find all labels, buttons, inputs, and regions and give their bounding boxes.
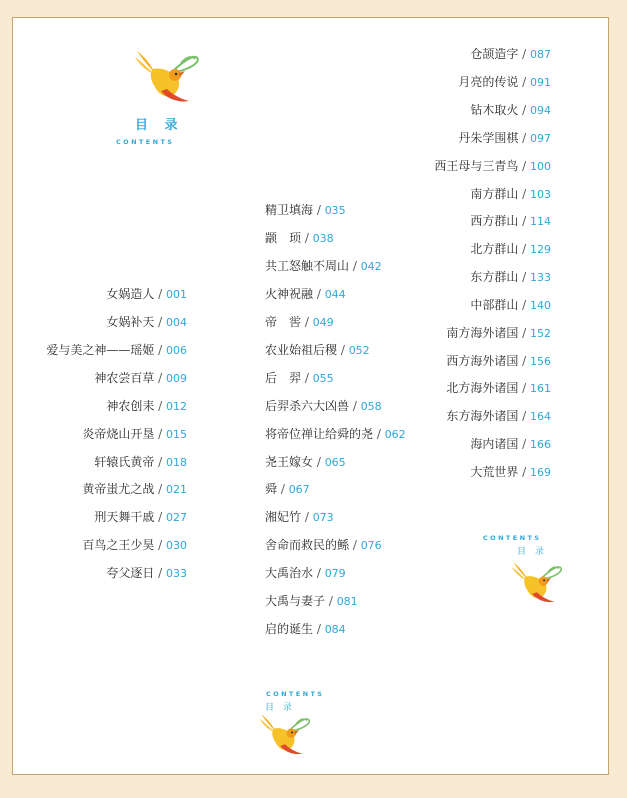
toc-entry-title: 精卫填海 bbox=[265, 203, 314, 217]
toc-heading-title: 目 录 bbox=[135, 118, 184, 133]
toc-entry-page: 152 bbox=[530, 327, 551, 340]
toc-entry-page: 027 bbox=[166, 511, 187, 524]
toc-entry[interactable]: 西王母与三青鸟 / 100 bbox=[434, 159, 551, 173]
toc-entry-title: 丹朱学围棋 bbox=[458, 131, 519, 145]
toc-entry-page: 058 bbox=[360, 400, 382, 413]
toc-title-bottom: 目 录 bbox=[265, 703, 295, 713]
toc-entry[interactable]: 百鸟之王少昊 / 030 bbox=[82, 538, 187, 552]
toc-entry[interactable]: 东方海外诸国 / 164 bbox=[446, 409, 551, 423]
toc-entry-title: 炎帝烧山开垦 bbox=[82, 427, 155, 441]
toc-entry[interactable]: 轩辕氏黄帝 / 018 bbox=[94, 455, 187, 469]
toc-entry-page: 018 bbox=[166, 456, 187, 469]
toc-entry-page: 038 bbox=[312, 232, 334, 245]
toc-entry-page: 164 bbox=[530, 410, 551, 423]
toc-entry[interactable]: 颛 顼 / 038 bbox=[265, 231, 334, 245]
toc-entry-title: 海内诸国 bbox=[470, 437, 519, 451]
toc-entry-title: 舍命而救民的鲧 bbox=[265, 538, 350, 552]
toc-entry-title: 神农创耒 bbox=[106, 399, 155, 413]
toc-entry[interactable]: 帝 喾 / 049 bbox=[265, 315, 334, 329]
toc-entry[interactable]: 西方群山 / 114 bbox=[470, 214, 551, 228]
toc-entry-title: 西方海外诸国 bbox=[446, 354, 519, 368]
yellow-bird-icon bbox=[508, 556, 566, 608]
toc-entry-page: 044 bbox=[324, 288, 346, 301]
toc-entry-page: 012 bbox=[166, 400, 187, 413]
toc-entry[interactable]: 将帝位禅让给舜的尧 / 062 bbox=[265, 427, 406, 441]
toc-entry-title: 颛 顼 bbox=[265, 231, 302, 245]
toc-entry-page: 006 bbox=[166, 344, 187, 357]
toc-entry-title: 钻木取火 bbox=[470, 103, 519, 117]
toc-entry[interactable]: 黄帝蚩尤之战 / 021 bbox=[82, 482, 187, 496]
toc-entry-title: 仓颉造字 bbox=[470, 47, 519, 61]
toc-entry-page: 156 bbox=[530, 355, 551, 368]
toc-entry[interactable]: 湘妃竹 / 073 bbox=[265, 510, 334, 524]
toc-entry-page: 055 bbox=[312, 372, 334, 385]
toc-entry-title: 女娲补天 bbox=[106, 315, 155, 329]
toc-entry-page: 004 bbox=[166, 316, 187, 329]
toc-entry[interactable]: 女娲造人 / 001 bbox=[106, 287, 187, 301]
toc-entry-page: 067 bbox=[288, 483, 310, 496]
toc-entry[interactable]: 大禹治水 / 079 bbox=[265, 566, 346, 580]
toc-entry-page: 062 bbox=[384, 428, 406, 441]
toc-entry-title: 夸父逐日 bbox=[106, 566, 155, 580]
toc-entry-title: 启的诞生 bbox=[265, 622, 314, 636]
toc-entry-title: 火神祝融 bbox=[265, 287, 314, 301]
toc-entry[interactable]: 农业始祖后稷 / 052 bbox=[265, 343, 370, 357]
toc-entry-title: 轩辕氏黄帝 bbox=[94, 455, 155, 469]
toc-entry-title: 将帝位禅让给舜的尧 bbox=[265, 427, 374, 441]
toc-entry[interactable]: 共工怒触不周山 / 042 bbox=[265, 259, 382, 273]
yellow-bird-icon bbox=[256, 708, 314, 760]
toc-entry[interactable]: 夸父逐日 / 033 bbox=[106, 566, 187, 580]
toc-entry-title: 黄帝蚩尤之战 bbox=[82, 482, 155, 496]
toc-entry-title: 中部群山 bbox=[470, 298, 519, 312]
toc-entry-page: 015 bbox=[166, 428, 187, 441]
toc-entry-page: 084 bbox=[324, 623, 346, 636]
toc-entry-page: 021 bbox=[166, 483, 187, 496]
toc-entry-page: 169 bbox=[530, 466, 551, 479]
toc-entry-page: 035 bbox=[324, 204, 346, 217]
toc-entry-page: 030 bbox=[166, 539, 187, 552]
toc-entry-page: 097 bbox=[530, 132, 551, 145]
toc-entry[interactable]: 后羿杀六大凶兽 / 058 bbox=[265, 399, 382, 413]
toc-entry[interactable]: 月亮的传说 / 091 bbox=[458, 75, 551, 89]
toc-entry-page: 133 bbox=[530, 271, 551, 284]
toc-entry-page: 033 bbox=[166, 567, 187, 580]
yellow-bird-icon bbox=[131, 43, 203, 109]
toc-entry-title: 农业始祖后稷 bbox=[265, 343, 338, 357]
toc-entry-page: 076 bbox=[360, 539, 382, 552]
toc-entry-page: 087 bbox=[530, 48, 551, 61]
toc-entry[interactable]: 钻木取火 / 094 bbox=[470, 103, 551, 117]
toc-entry-title: 共工怒触不周山 bbox=[265, 259, 350, 273]
toc-entry-page: 129 bbox=[530, 243, 551, 256]
toc-entry[interactable]: 中部群山 / 140 bbox=[470, 298, 551, 312]
toc-entry-page: 009 bbox=[166, 372, 187, 385]
toc-entry-title: 女娲造人 bbox=[106, 287, 155, 301]
toc-entry-page: 042 bbox=[360, 260, 382, 273]
toc-entry[interactable]: 后 羿 / 055 bbox=[265, 371, 334, 385]
toc-entry[interactable]: 南方群山 / 103 bbox=[470, 187, 551, 201]
toc-entry-title: 大荒世界 bbox=[470, 465, 519, 479]
toc-entry-page: 079 bbox=[324, 567, 346, 580]
toc-entry-title: 北方群山 bbox=[470, 242, 519, 256]
toc-entry[interactable]: 丹朱学围棋 / 097 bbox=[458, 131, 551, 145]
toc-entry[interactable]: 炎帝烧山开垦 / 015 bbox=[82, 427, 187, 441]
toc-entry-title: 南方群山 bbox=[470, 187, 519, 201]
toc-entry[interactable]: 神农创耒 / 012 bbox=[106, 399, 187, 413]
toc-entry-title: 尧王嫁女 bbox=[265, 455, 314, 469]
toc-entry-title: 后 羿 bbox=[265, 371, 302, 385]
toc-entry[interactable]: 北方海外诸国 / 161 bbox=[446, 381, 551, 395]
toc-entry-title: 大禹治水 bbox=[265, 566, 314, 580]
toc-entry-title: 大禹与妻子 bbox=[265, 594, 326, 608]
toc-entry[interactable]: 爱与美之神——瑶姬 / 006 bbox=[46, 343, 187, 357]
toc-title-right: 目 录 bbox=[517, 547, 547, 557]
toc-entry-page: 049 bbox=[312, 316, 334, 329]
toc-entry[interactable]: 大荒世界 / 169 bbox=[470, 465, 551, 479]
toc-entry-page: 114 bbox=[530, 215, 551, 228]
toc-entry-page: 073 bbox=[312, 511, 334, 524]
toc-page bbox=[12, 17, 609, 775]
toc-entry-page: 001 bbox=[166, 288, 187, 301]
toc-entry-page: 161 bbox=[530, 382, 551, 395]
contents-label-bottom: CONTENTS bbox=[266, 690, 325, 698]
toc-entry-page: 081 bbox=[336, 595, 358, 608]
toc-entry-title: 帝 喾 bbox=[265, 315, 302, 329]
toc-entry-title: 西王母与三青鸟 bbox=[434, 159, 519, 173]
toc-entry[interactable]: 大禹与妻子 / 081 bbox=[265, 594, 358, 608]
contents-label-right: CONTENTS bbox=[483, 534, 542, 542]
toc-entry[interactable]: 精卫填海 / 035 bbox=[265, 203, 346, 217]
toc-entry-page: 140 bbox=[530, 299, 551, 312]
toc-entry-page: 052 bbox=[348, 344, 370, 357]
toc-entry-title: 舜 bbox=[265, 482, 278, 496]
toc-entry[interactable]: 东方群山 / 133 bbox=[470, 270, 551, 284]
toc-entry-title: 月亮的传说 bbox=[458, 75, 519, 89]
toc-entry[interactable]: 仓颉造字 / 087 bbox=[470, 47, 551, 61]
toc-entry-title: 后羿杀六大凶兽 bbox=[265, 399, 350, 413]
toc-entry-title: 西方群山 bbox=[470, 214, 519, 228]
toc-entry[interactable]: 启的诞生 / 084 bbox=[265, 622, 346, 636]
toc-entry[interactable]: 刑天舞干戚 / 027 bbox=[94, 510, 187, 524]
toc-entry[interactable]: 北方群山 / 129 bbox=[470, 242, 551, 256]
toc-entry[interactable]: 火神祝融 / 044 bbox=[265, 287, 346, 301]
toc-entry[interactable]: 尧王嫁女 / 065 bbox=[265, 455, 346, 469]
toc-entry-title: 南方海外诸国 bbox=[446, 326, 519, 340]
toc-entry-title: 东方海外诸国 bbox=[446, 409, 519, 423]
toc-entry-title: 东方群山 bbox=[470, 270, 519, 284]
toc-entry[interactable]: 舍命而救民的鲧 / 076 bbox=[265, 538, 382, 552]
toc-heading-subtitle: CONTENTS bbox=[116, 138, 175, 146]
toc-entry-title: 湘妃竹 bbox=[265, 510, 302, 524]
toc-entry[interactable]: 西方海外诸国 / 156 bbox=[446, 354, 551, 368]
toc-entry-title: 神农尝百草 bbox=[94, 371, 155, 385]
toc-entry-page: 100 bbox=[530, 160, 551, 173]
toc-entry[interactable]: 神农尝百草 / 009 bbox=[94, 371, 187, 385]
toc-entry-page: 091 bbox=[530, 76, 551, 89]
toc-entry-title: 刑天舞干戚 bbox=[94, 510, 155, 524]
toc-entry-page: 065 bbox=[324, 456, 346, 469]
toc-entry[interactable]: 南方海外诸国 / 152 bbox=[446, 326, 551, 340]
toc-entry[interactable]: 海内诸国 / 166 bbox=[470, 437, 551, 451]
toc-entry-title: 北方海外诸国 bbox=[446, 381, 519, 395]
toc-entry[interactable]: 舜 / 067 bbox=[265, 482, 310, 496]
toc-entry-page: 094 bbox=[530, 104, 551, 117]
toc-entry-page: 166 bbox=[530, 438, 551, 451]
toc-entry[interactable]: 女娲补天 / 004 bbox=[106, 315, 187, 329]
toc-entry-title: 百鸟之王少昊 bbox=[82, 538, 155, 552]
toc-entry-title: 爱与美之神——瑶姬 bbox=[46, 343, 155, 357]
toc-entry-page: 103 bbox=[530, 188, 551, 201]
